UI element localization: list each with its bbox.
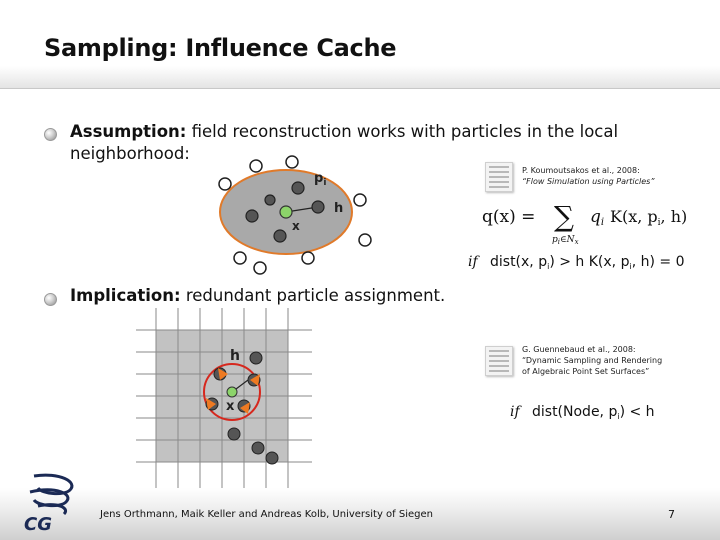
bullet-text: redundant particle assignment.	[180, 286, 446, 305]
svg-text:if: if	[510, 404, 520, 420]
svg-text:q(x) =: q(x) =	[482, 207, 536, 227]
particle	[252, 442, 264, 454]
bullet-icon	[44, 293, 57, 306]
x-label: x	[292, 219, 300, 233]
particle	[354, 194, 366, 206]
svg-text:K(x, pi, h): K(x, pi, h)	[610, 207, 688, 228]
particle	[266, 452, 278, 464]
bullet-icon	[44, 128, 57, 141]
particle-inside	[265, 195, 275, 205]
query-point	[280, 206, 292, 218]
reference-title-line2: of Algebraic Point Set Surfaces”	[522, 367, 650, 376]
particle	[219, 178, 231, 190]
particle	[250, 160, 262, 172]
paper-thumbnail-icon	[485, 346, 513, 376]
footer-authors: Jens Orthmann, Maik Keller and Andreas Kolb, University of Siegen	[100, 509, 433, 520]
reference-guennebaud	[522, 344, 662, 377]
bullet-label: Assumption:	[70, 122, 187, 141]
paper-thumbnail-icon	[485, 162, 513, 192]
reference-authors: P. Koumoutsakos et al., 2008:	[522, 166, 640, 175]
h-label: h	[334, 201, 344, 216]
bullet-label: Implication:	[70, 286, 181, 305]
reference-authors: G. Guennebaud et al., 2008:	[522, 345, 636, 354]
bullet-implication	[70, 285, 630, 307]
grid-diagram	[136, 308, 312, 490]
particle	[250, 352, 262, 364]
pi-label: $p_i$	[314, 171, 327, 188]
particle-inside	[292, 182, 304, 194]
cutoff-condition	[466, 248, 706, 272]
x-label: x	[226, 399, 235, 414]
svg-text:∑: ∑	[554, 200, 574, 233]
particle	[228, 428, 240, 440]
svg-text:dist(Node, pi) < h: dist(Node, $p_i) < h$	[532, 404, 655, 421]
particle	[254, 262, 266, 274]
svg-text:qi: qi	[590, 207, 605, 228]
h-label: h	[230, 348, 240, 364]
sum-formula	[478, 198, 698, 246]
particle-inside	[246, 210, 258, 222]
svg-text:pi∈Nx: $p_i\in N_x$	[552, 235, 579, 246]
svg-text:if: if	[468, 254, 478, 270]
svg-text:dist(x, pi) > h K(x, pi, h): dist(x, $p_i) > h$ K(x, $p_i$, h) = 0	[490, 254, 685, 271]
page-number: 7	[668, 508, 675, 521]
cg-logo	[20, 470, 86, 534]
particle	[302, 252, 314, 264]
logo-text: CG	[24, 514, 52, 534]
bullet-text: field reconstruction works with particles in the local neighborhood:	[70, 122, 619, 163]
slide-title: Sampling: Influence Cache	[44, 34, 397, 62]
particle-inside	[312, 201, 324, 213]
particle	[234, 252, 246, 264]
particle	[359, 234, 371, 246]
reference-title: “Flow Simulation using Particles”	[522, 177, 655, 186]
reference-koumoutsakos	[522, 165, 655, 187]
reference-title-line1: “Dynamic Sampling and Rendering	[522, 356, 663, 365]
node-condition	[508, 398, 698, 424]
neighborhood-diagram	[210, 150, 390, 280]
query-point	[227, 387, 237, 397]
particle	[286, 156, 298, 168]
particle-inside	[274, 230, 286, 242]
